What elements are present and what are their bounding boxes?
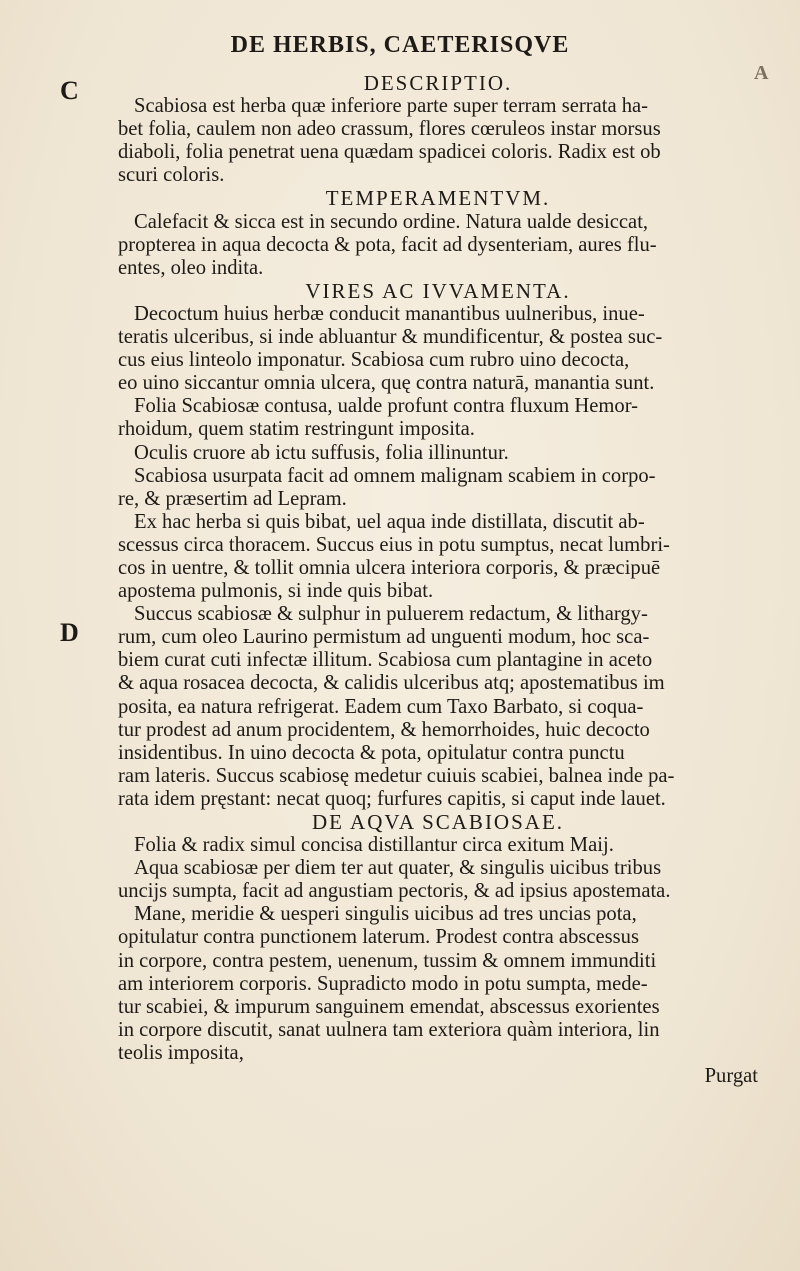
text-line: eo uino siccantur omnia ulcera, quę contra naturā, manantia sunt. [118, 372, 655, 395]
text-line: cus eius linteolo imponatur. Scabiosa cum rubro uino decocta, [118, 349, 630, 372]
text-line: posita, ea natura refrigerat. Eadem cum Taxo Barbato, si coqua- [118, 695, 644, 718]
text-line: insidentibus. In uino decocta & pota, opitulatur contra punctu [118, 741, 625, 764]
text-line: Mane, meridie & uesperi singulis uicibus ad tres uncias pota, [134, 903, 637, 926]
text-line: re, & præsertim ad Lepram. [118, 487, 347, 510]
section-heading: TEMPERAMENTVM. [325, 186, 551, 211]
text-line: cos in uentre, & tollit omnia ulcera interiora corporis, & præcipuē [118, 556, 661, 579]
text-line: Scabiosa est herba quæ inferiore parte super terram serrata ha- [134, 95, 649, 118]
margin-letter-c: C [60, 76, 79, 105]
running-head: DE HERBIS, CAETERISQVE [230, 32, 570, 58]
text-line: scessus circa thoracem. Succus eius in potu sumptus, necat lumbri- [118, 533, 670, 556]
text-line: Oculis cruore ab ictu suffusis, folia illinuntur. [134, 441, 509, 464]
text-line: tur scabiei, & impurum sanguinem emendat, abscessus exorientes [118, 995, 660, 1018]
section-heading: DE AQVA SCABIOSAE. [311, 810, 565, 834]
text-line: in corpore discutit, sanat uulnera tam exteriora quàm interiora, lin [118, 1018, 660, 1041]
text-line: Aqua scabiosæ per diem ter aut quater, & singulis uicibus tribus [134, 857, 662, 880]
text-line: Calefacit & sicca est in secundo ordine. Natura ualde desiccat, [134, 210, 649, 233]
text-line: tur prodest ad anum procidentem, & hemorrhoides, huic decocto [118, 718, 650, 741]
body-text [118, 72, 758, 1088]
margin-letter-d: D [60, 618, 79, 647]
text-line: rata idem pręstant: necat quoq; furfures capitis, si caput inde lauet. [118, 787, 666, 810]
text-line: Scabiosa usurpata facit ad omnem malignam scabiem in corpo- [134, 464, 656, 487]
text-line: apostema pulmonis, si inde quis bibat. [118, 580, 434, 603]
text-line: uncijs sumpta, facit ad angustiam pectoris, & ad ipsius apostemata. [118, 880, 671, 903]
text-line: am interiorem corporis. Supradicto modo in potu sumpta, mede- [118, 972, 648, 995]
text-line: opitulatur contra punctionem laterum. Prodest contra abscessus [118, 926, 639, 949]
text-line: rum, cum oleo Laurino permistum ad unguenti modum, hoc sca- [118, 626, 650, 649]
catchword: Purgat [704, 1065, 758, 1088]
text-line: biem curat cuti infectæ illitum. Scabiosa cum plantagine in aceto [118, 649, 653, 672]
text-line: entes, oleo indita. [118, 256, 264, 279]
text-line: propterea in aqua decocta & pota, facit ad dysenteriam, aures flu- [118, 233, 657, 256]
text-line: ram lateris. Succus scabiosę medetur cuiuis scabiei, balnea inde pa- [118, 764, 675, 787]
section-heading: VIRES AC IVVAMENTA. [305, 278, 571, 303]
text-line: teolis imposita, [118, 1041, 244, 1064]
text-line: diaboli, folia penetrat uena quædam spadicei coloris. Radix est ob [118, 141, 661, 164]
text-line: in corpore, contra pestem, uenenum, tussim & omnem immunditi [118, 949, 657, 972]
section-heading: DESCRIPTIO. [363, 71, 513, 95]
text-line: Decoctum huius herbæ conducit manantibus uulneribus, inue- [134, 302, 645, 325]
corner-mark: A [754, 62, 769, 84]
text-line: Ex hac herba si quis bibat, uel aqua inde distillata, discutit ab- [134, 510, 645, 533]
text-line: bet folia, caulem non adeo crassum, flores cœruleos instar morsus [118, 118, 661, 141]
text-line: teratis ulceribus, si inde abluantur & mundificentur, & postea suc- [118, 326, 663, 349]
text-line: scuri coloris. [118, 164, 225, 187]
text-line: Folia & radix simul concisa distillantur circa exitum Maij. [134, 834, 614, 857]
text-line: Folia Scabiosæ contusa, ualde profunt contra fluxum Hemor- [134, 395, 639, 418]
text-line: & aqua rosacea decocta, & calidis ulceribus atq; apostematibus im [118, 672, 665, 695]
text-line: rhoidum, quem statim restringunt imposita. [118, 418, 475, 441]
text-line: Succus scabiosæ & sulphur in puluerem redactum, & lithargy- [134, 603, 648, 626]
